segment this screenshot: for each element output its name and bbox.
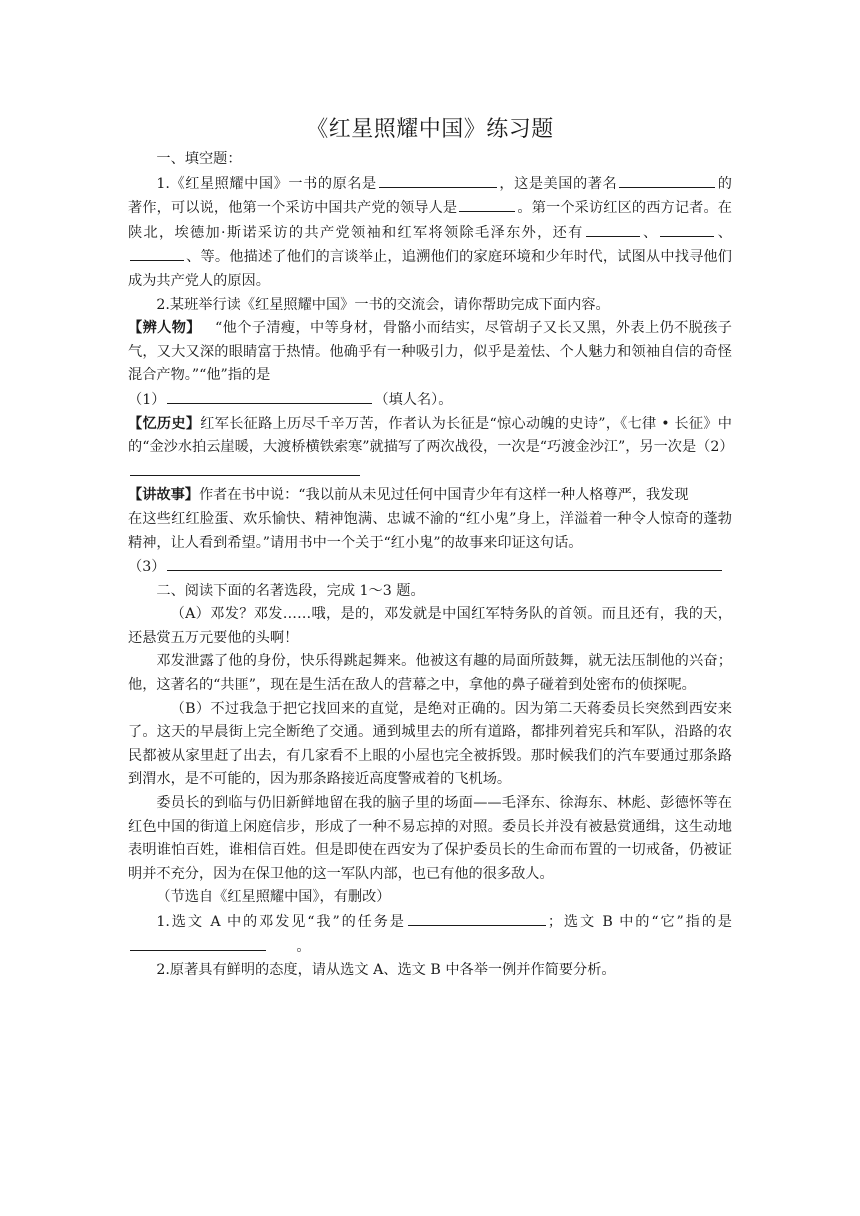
q2-1-text-c: 。 <box>296 938 311 955</box>
q2-1-text-a: 1.选文 A 中的邓发见“我”的任务是 <box>156 914 406 930</box>
q1-text-d: 。第一个采访红区的西方记者。在陕北，埃德加·斯诺采访的共产党领袖和红军将领除毛泽东外，还有 <box>128 200 732 241</box>
story-continued: 在这些红红脸蛋、欢乐愉快、精神饱满、忠诚不渝的“红小鬼”身上，洋溢着一种令人惊奇的蓬勃精神，让人看到希望。”请用书中一个关于“红小鬼”的故事来印证这句话。 <box>128 510 732 551</box>
item-number: （3） <box>128 559 166 576</box>
tell-story <box>128 484 732 508</box>
document-title: 《红星照耀中国》练习题 <box>306 117 554 142</box>
answer-blank <box>408 910 546 926</box>
tag-identify: 【辨人物】 <box>128 320 201 337</box>
answer-blank <box>130 460 360 476</box>
answer-blank <box>459 196 515 212</box>
q1-text-e: 、等。他描述了他们的言谈举止，追溯他们的家庭环境和少年时代，试图从中找寻他们成为共产党人的原因。 <box>128 249 732 289</box>
item-number: （1） <box>128 391 166 408</box>
answer-blank <box>660 221 714 237</box>
q1-text-c: 的著作，可以说，他第一个采访中国共产党的领导人是 <box>128 175 732 217</box>
tag-story: 【讲故事】 <box>128 487 199 504</box>
recall-history <box>128 413 732 485</box>
question-2-1 <box>128 910 732 959</box>
answer-blank <box>379 172 497 188</box>
section1-heading: 一、填空题： <box>156 151 242 167</box>
identify-text: “他个子清瘦，中等身材，骨骼小而结实，尽管胡子又长又黑，外表上仍不脱孩子气，又大又深的眼睛富于热情。他确乎有一种吸引力，似乎是羞怯、个人魅力和领袖自信的奇怪混合产物。”“他”指的是 <box>128 320 732 384</box>
answer-blank <box>619 172 715 188</box>
q1-sep: 、 <box>716 224 732 241</box>
answer-blank <box>586 221 640 237</box>
passage-a-para-2: 邓发泄露了他的身份，快乐得跳起舞来。他被这有趣的局面所鼓舞，就无法压制他的兴奋；他，这著名的“共匪”，现在是生活在敌人的营幕之中，拿他的鼻子碰着到处密布的侦探呢。 <box>128 653 732 694</box>
answer-line-3 <box>128 555 732 580</box>
question-2-2: 2.原著具有鲜明的态度，请从选文 A、选文 B 中各举一例并作简要分析。 <box>156 962 616 979</box>
section2-heading: 二、阅读下面的名著选段，完成 1～3 题。 <box>156 582 425 599</box>
q1-text-a: 1.《红星照耀中国》一书的原名是 <box>156 175 377 192</box>
identify-character <box>128 317 732 388</box>
answer-blank <box>130 935 266 951</box>
answer-blank <box>167 555 722 571</box>
q2-1-text-b: ；选文 B 中的“它”指的是 <box>547 914 732 930</box>
tag-history: 【忆历史】 <box>128 415 201 432</box>
history-text: 红军长征路上历尽千辛万苦，作者认为长征是“惊心动魄的史诗”，《七律 • 长征》中的“金沙水拍云崖暖，大渡桥横铁索寒”就描写了两次战役，一次是“巧渡金沙江”，另一次是（2） <box>128 415 734 456</box>
question-1-1 <box>128 172 732 294</box>
answer-blank <box>130 245 184 261</box>
q1-sep: 、 <box>641 224 659 241</box>
document-body <box>128 148 732 983</box>
passage-b-para-2: 委员长的到临与仍旧新鲜地留在我的脑子里的场面——毛泽东、徐海东、林彪、彭德怀等在红色中国的街道上闲庭信步，形成了一种不易忘掉的对照。委员长并没有被悬赏通缉，这生动地表明谁怕百姓，谁相信百姓。但是即使在西安为了保护委员长的生命而布置的一切戒备，仍被证明并不充分，因为在保卫他的这一军队内部，也已有他的很多敌人。 <box>128 795 732 882</box>
q1-text-b: ，这是美国的著名 <box>498 175 618 192</box>
question-1-2-intro: 2.某班举行读《红星照耀中国》一书的交流会，请你帮助完成下面内容。 <box>156 296 610 313</box>
passage-b-para-1: （B）不过我急于把它找回来的直觉，是绝对正确的。因为第二天蒋委员长突然到西安来了。这天的早晨街上完全断绝了交通。通到城里去的所有道路，都排列着宪兵和军队，沿路的农民都被从家里赶了出去，有几家看不上眼的小屋也完全被拆毁。那时候我们的汽车要通过那条路到渭水，是不可能的，因为那条路接近高度警戒着的飞机场。 <box>128 700 732 788</box>
answer-blank <box>167 388 372 404</box>
story-text: 作者在书中说：“我以前从未见过任何中国青少年有这样一种人格尊严，我发现 <box>198 487 689 504</box>
passage-source: （节选自《红星照耀中国》，有删改） <box>156 889 391 906</box>
fill-hint: （填人名）。 <box>374 391 453 408</box>
answer-line-1 <box>128 388 732 413</box>
passage-a-para-1: （A）邓发？邓发……哦，是的，邓发就是中国红军特务队的首领。而且还有，我的天，还悬赏五万元要他的头啊！ <box>128 606 732 646</box>
